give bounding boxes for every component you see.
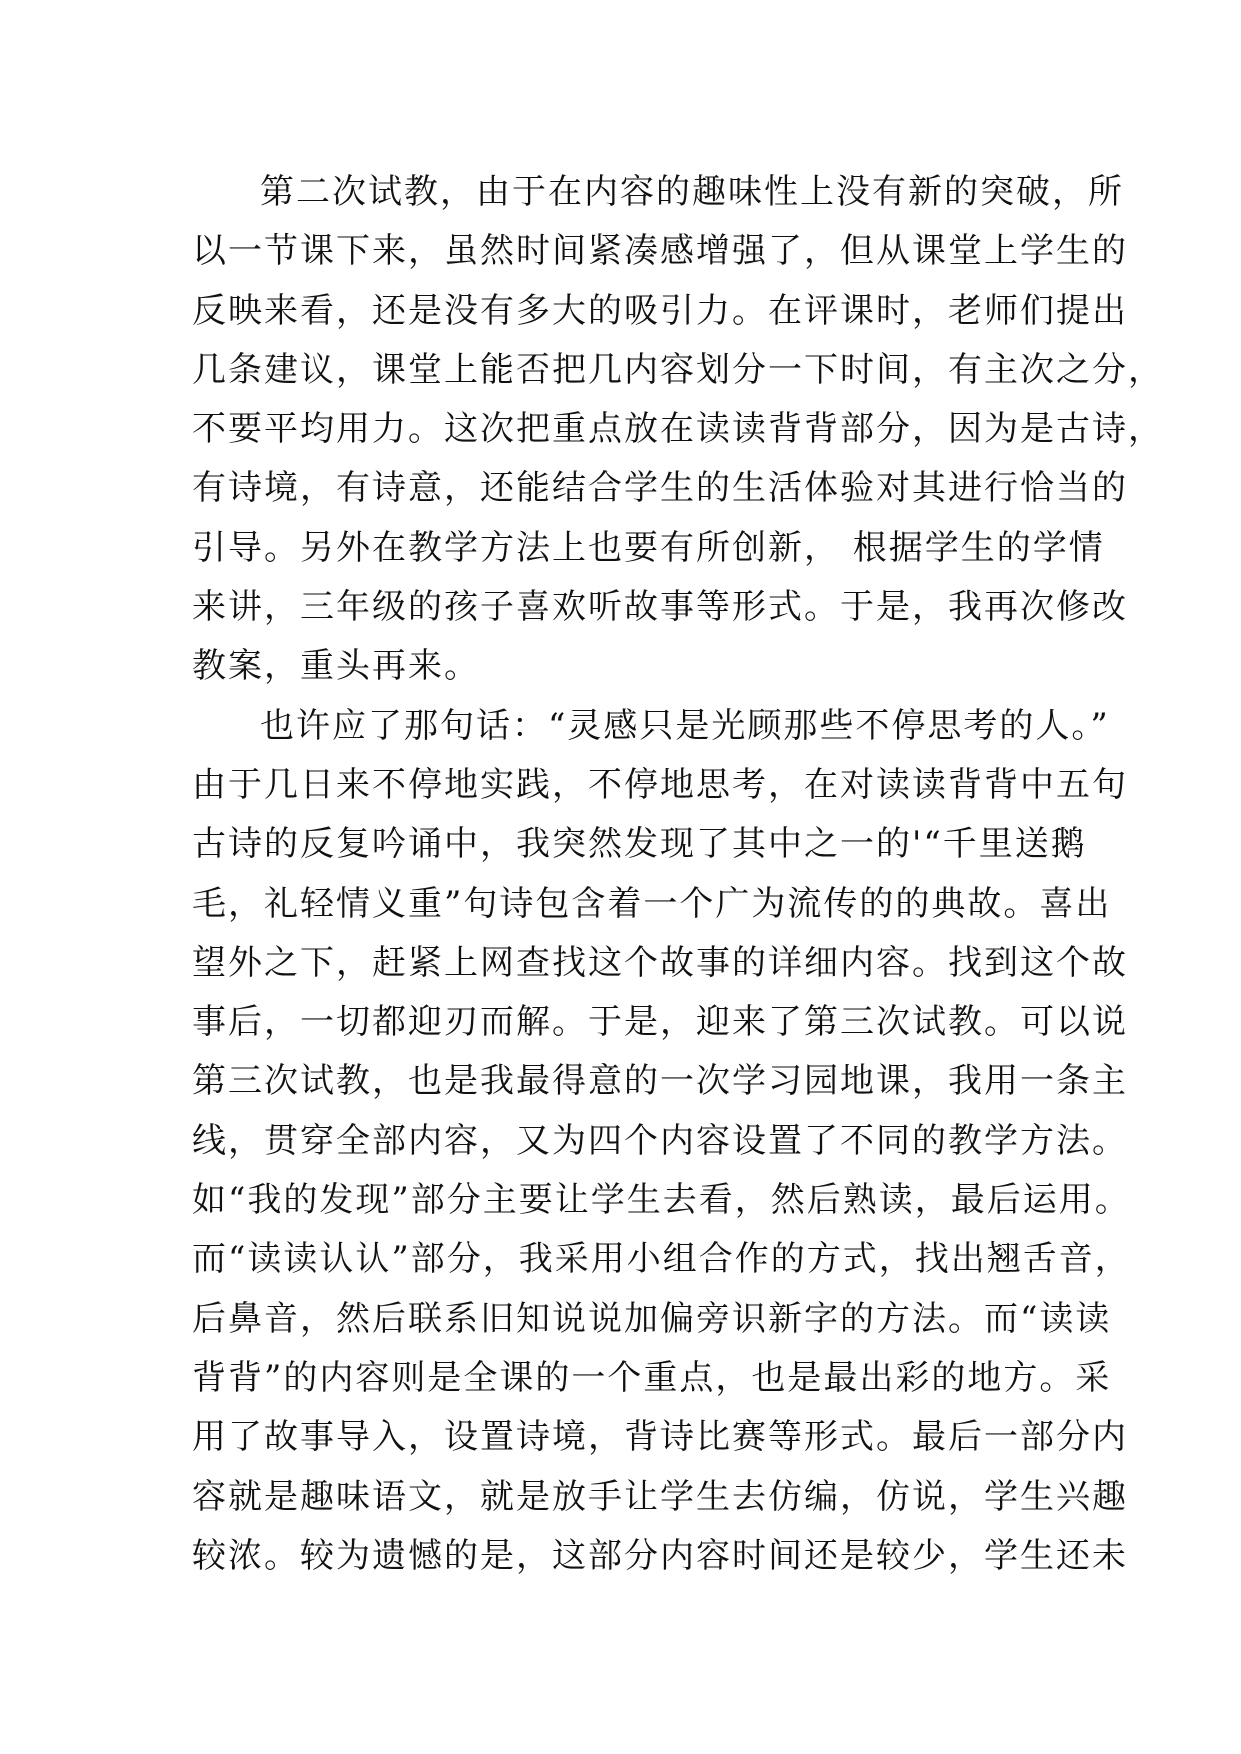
text-line: 反映来看，还是没有多大的吸引力。在评课时，老师们提出 bbox=[192, 290, 1128, 331]
text-line: 以一节课下来，虽然时间紧凑感增强了，但从课堂上学生的 bbox=[192, 231, 1128, 272]
body-text bbox=[192, 163, 1164, 1586]
text-line: 教案，重头再来。 bbox=[192, 646, 480, 687]
text-line: 用了故事导入，设置诗境，背诗比赛等形式。最后一部分内 bbox=[192, 1417, 1128, 1458]
text-line: 线，贯穿全部内容，又为四个内容设置了不同的教学方法。 bbox=[192, 1120, 1128, 1161]
text-line: 第三次试教，也是我最得意的一次学习园地课，我用一条主 bbox=[192, 1061, 1128, 1102]
text-line: 如“我的发现”部分主要让学生去看，然后熟读，最后运用。 bbox=[192, 1180, 1131, 1221]
text-line: 后鼻音，然后联系旧知说说加偏旁识新字的方法。而“读读 bbox=[192, 1298, 1112, 1339]
text-line: 容就是趣味语文，就是放手让学生去仿编，仿说，学生兴趣 bbox=[192, 1476, 1128, 1517]
text-line: 引导。另外在教学方法上也要有所创新， 根据学生的学情 bbox=[192, 527, 1105, 568]
text-line: 背背”的内容则是全课的一个重点，也是最出彩的地方。采 bbox=[192, 1357, 1112, 1398]
text-line: 事后，一切都迎刃而解。于是，迎来了第三次试教。可以说 bbox=[192, 1002, 1128, 1043]
text-line: 而“读读认认”部分，我采用小组合作的方式，找出翘舌音， bbox=[192, 1239, 1131, 1280]
text-line: 几条建议，课堂上能否把几内容划分一下时间，有主次之分， bbox=[192, 349, 1164, 390]
paragraph-2 bbox=[192, 697, 1131, 1586]
text-line: 由于几日来不停地实践，不停地思考，在对读读背背中五句 bbox=[192, 764, 1128, 805]
text-line: 第二次试教，由于在内容的趣味性上没有新的突破，所 bbox=[260, 172, 1124, 212]
text-line: 有诗境，有诗意，还能结合学生的生活体验对其进行恰当的 bbox=[192, 468, 1128, 509]
text-line: 不要平均用力。这次把重点放在读读背背部分，因为是古诗， bbox=[192, 409, 1164, 450]
text-line: 较浓。较为遗憾的是，这部分内容时间还是较少，学生还未 bbox=[192, 1535, 1128, 1576]
text-line: 也许应了那句话：“灵感只是光顾那些不停思考的人。” bbox=[260, 705, 1110, 746]
text-line: 毛，礼轻情义重”句诗包含着一个广为流传的的典故。喜出 bbox=[192, 883, 1112, 924]
text-line: 古诗的反复吟诵中，我突然发现了其中之一的'“千里送鹅 bbox=[192, 824, 1087, 865]
paragraph-1 bbox=[192, 163, 1164, 697]
text-line: 来讲，三年级的孩子喜欢听故事等形式。于是，我再次修改 bbox=[192, 587, 1128, 628]
text-line: 望外之下，赶紧上网查找这个故事的详细内容。找到这个故 bbox=[192, 942, 1128, 983]
